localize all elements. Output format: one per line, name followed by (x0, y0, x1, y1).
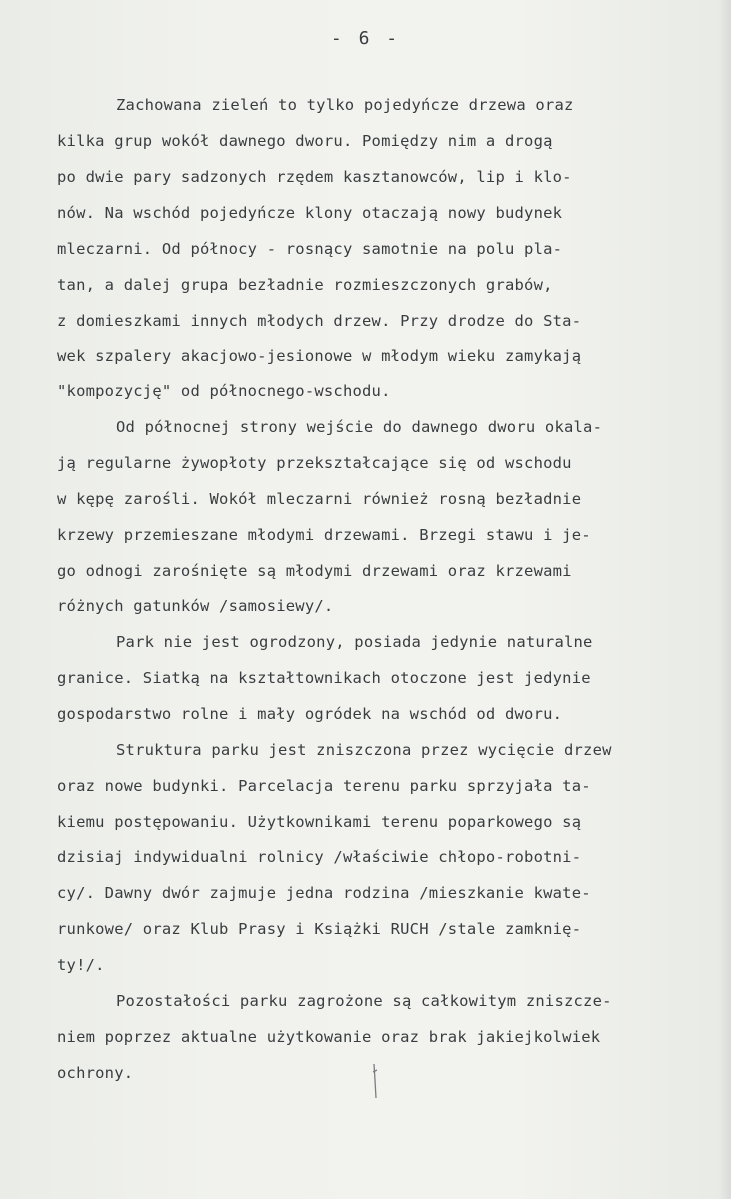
text-line: cy/. Dawny dwór zajmuje jedna rodzina /mieszkanie kwate- (57, 884, 591, 902)
text-line: gospodarstwo rolne i mały ogródek na wschód od dworu. (57, 705, 563, 723)
pencil-mark (368, 1062, 382, 1102)
text-line: kiemu postępowaniu. Użytkownikami terenu poparkowego są (57, 813, 582, 831)
text-line: "kompozycję" od północnego-wschodu. (57, 382, 391, 400)
text-line: runkowe/ oraz Klub Prasy i Książki RUCH /stale zamknię- (57, 920, 582, 938)
text-line: go odnogi zarośnięte są młodymi drzewami oraz krzewami (57, 562, 572, 580)
text-line: Zachowana zieleń to tylko pojedyńcze drzewa oraz (116, 96, 574, 114)
text-line: Pozostałości parku zagrożone są całkowitym zniszcze- (116, 992, 612, 1010)
text-line: różnych gatunków /samosiewy/. (57, 597, 334, 615)
text-line: po dwie pary sadzonych rzędem kasztanowców, lip i klo- (57, 168, 572, 186)
text-line: z domieszkami innych młodych drzew. Przy drodze do Sta- (57, 312, 582, 330)
text-line: ochrony. (57, 1064, 134, 1082)
page-number: - 6 - (330, 28, 401, 49)
text-line: tan, a dalej grupa bezładnie rozmieszczonych grabów, (57, 276, 553, 294)
text-line: nów. Na wschód pojedyńcze klony otaczają nowy budynek (57, 204, 563, 222)
page-edge-shadow (719, 0, 731, 1199)
text-line: dzisiaj indywidualni rolnicy /właściwie chłopo-robotni- (57, 848, 582, 866)
text-line: niem poprzez aktualne użytkowanie oraz brak jakiejkolwiek (57, 1028, 601, 1046)
text-line: Park nie jest ogrodzony, posiada jedynie naturalne (116, 633, 593, 651)
text-line: Struktura parku jest zniszczona przez wycięcie drzew (116, 741, 612, 759)
text-line: ją regularne żywopłoty przekształcające się od wschodu (57, 454, 572, 472)
text-line: krzewy przemieszane młodymi drzewami. Brzegi stawu i je- (57, 526, 591, 544)
text-line: kilka grup wokół dawnego dworu. Pomiędzy nim a drogą (57, 132, 553, 150)
text-line: granice. Siatką na kształtownikach otoczone jest jedynie (57, 669, 591, 687)
text-line: ty!/. (57, 956, 105, 974)
text-line: w kępę zarośli. Wokół mleczarni również rosną bezładnie (57, 490, 582, 508)
text-line: Od północnej strony wejście do dawnego dworu okala- (116, 418, 603, 436)
text-line: oraz nowe budynki. Parcelacja terenu parku sprzyjała ta- (57, 777, 591, 795)
text-line: wek szpalery akacjowo-jesionowe w młodym wieku zamykają (57, 347, 582, 365)
text-line: mleczarni. Od północy - rosnący samotnie na polu pla- (57, 240, 563, 258)
